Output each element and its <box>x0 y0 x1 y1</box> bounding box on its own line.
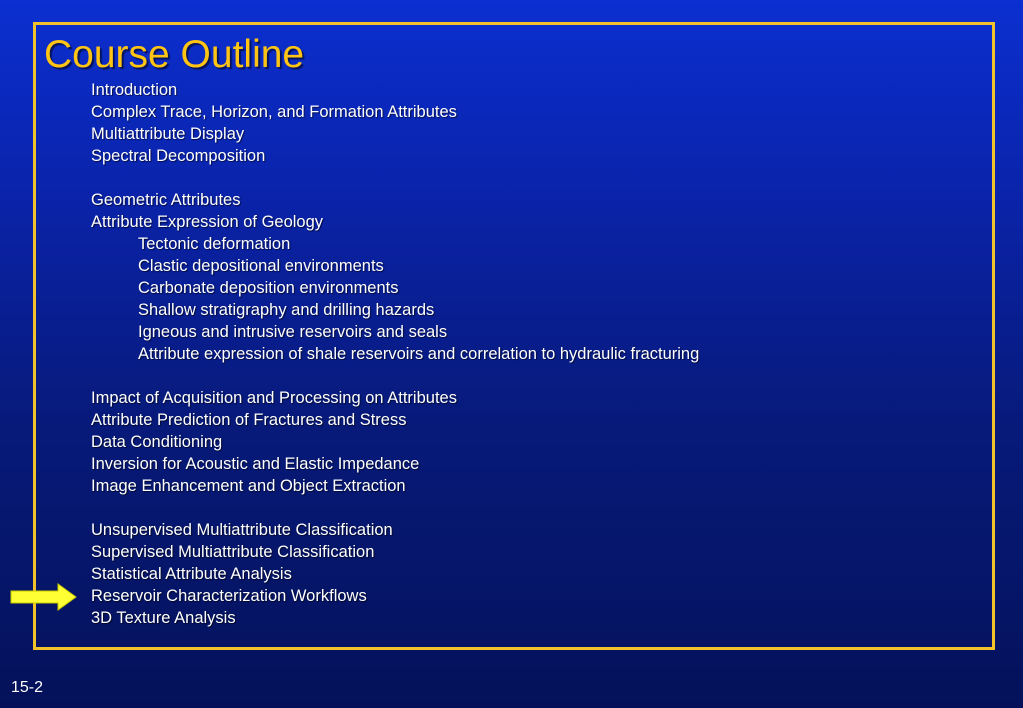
outline-item-statistical-analysis: Statistical Attribute Analysis <box>91 565 292 583</box>
outline-item-complex-trace: Complex Trace, Horizon, and Formation Attributes <box>91 103 457 121</box>
page-number: 15-2 <box>11 679 44 696</box>
outline-spacer <box>91 497 699 519</box>
outline-spacer <box>91 365 699 387</box>
outline-item-multiattribute-display: Multiattribute Display <box>91 125 245 143</box>
outline-spacer <box>91 167 699 189</box>
outline-item-inversion: Inversion for Acoustic and Elastic Impedance <box>91 455 420 473</box>
right-arrow-icon <box>10 583 78 611</box>
outline-item-fractures-stress: Attribute Prediction of Fractures and Stress <box>91 411 407 429</box>
outline-subitem-igneous: Igneous and intrusive reservoirs and seals <box>138 323 448 341</box>
outline-subitem-tectonic: Tectonic deformation <box>138 235 291 253</box>
outline-item-supervised-classification: Supervised Multiattribute Classification <box>91 543 375 561</box>
outline-item-geometric-attributes: Geometric Attributes <box>91 191 241 209</box>
outline-item-spectral-decomposition: Spectral Decomposition <box>91 147 266 165</box>
outline-item-unsupervised-classification: Unsupervised Multiattribute Classification <box>91 521 393 539</box>
outline-item-reservoir-workflows: Reservoir Characterization Workflows <box>91 587 367 605</box>
outline-subitem-carbonate: Carbonate deposition environments <box>138 279 399 297</box>
slide-title: Course Outline <box>44 33 305 76</box>
outline-subitem-shallow-stratigraphy: Shallow stratigraphy and drilling hazards <box>138 301 435 319</box>
outline-subitem-shale-reservoirs: Attribute expression of shale reservoirs and correlation to hydraulic fracturing <box>138 345 700 363</box>
outline-item-acquisition-processing: Impact of Acquisition and Processing on Attributes <box>91 389 457 407</box>
outline-item-introduction: Introduction <box>91 81 178 99</box>
outline-item-data-conditioning: Data Conditioning <box>91 433 223 451</box>
outline-item-image-enhancement: Image Enhancement and Object Extraction <box>91 477 406 495</box>
outline-subitem-clastic: Clastic depositional environments <box>138 257 384 275</box>
outline-item-3d-texture: 3D Texture Analysis <box>91 609 236 627</box>
outline-item-attribute-expression-geology: Attribute Expression of Geology <box>91 213 324 231</box>
course-outline-list <box>91 79 699 629</box>
